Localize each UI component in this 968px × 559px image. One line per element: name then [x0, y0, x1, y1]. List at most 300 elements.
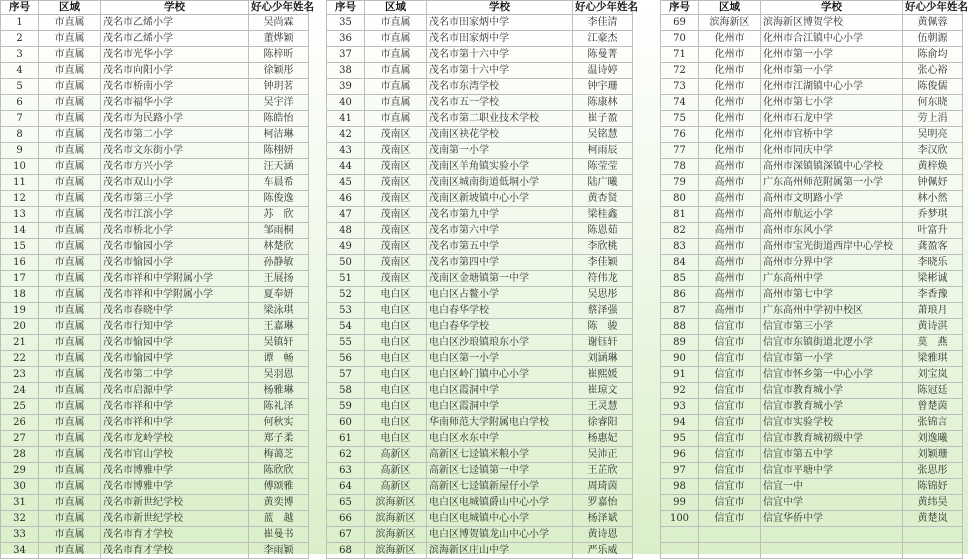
student-name-cell: 张心裕 — [903, 63, 963, 79]
serial-number-cell: 59 — [327, 399, 365, 415]
serial-number-cell: 24 — [1, 383, 39, 399]
district-cell: 茂南区 — [365, 239, 427, 255]
district-cell: 化州市 — [699, 143, 761, 159]
district-cell: 信宜市 — [699, 511, 761, 527]
table-row — [661, 511, 963, 527]
school-cell — [761, 527, 903, 543]
serial-number-cell: 18 — [1, 287, 39, 303]
student-name-cell: 蓝 越 — [249, 511, 309, 527]
table-row — [327, 79, 633, 95]
table-row — [661, 399, 963, 415]
serial-number-cell: 32 — [1, 511, 39, 527]
serial-number-cell: 51 — [327, 271, 365, 287]
serial-number-cell: 7 — [1, 111, 39, 127]
district-cell: 化州市 — [699, 31, 761, 47]
table-row — [1, 95, 309, 111]
table-row — [1, 175, 309, 191]
table-row — [1, 159, 309, 175]
table-row — [661, 31, 963, 47]
header-row — [1, 1, 309, 15]
school-cell: 高州市航运小学 — [761, 207, 903, 223]
table-row — [661, 287, 963, 303]
table-row — [1, 239, 309, 255]
student-name-cell: 陆广曦 — [573, 175, 633, 191]
serial-number-cell: 26 — [1, 415, 39, 431]
table-row — [661, 47, 963, 63]
serial-number-cell: 20 — [1, 319, 39, 335]
district-cell: 滨海新区 — [365, 527, 427, 543]
student-name-cell: 陈俊儒 — [903, 79, 963, 95]
student-name-cell: 徐颖彤 — [249, 63, 309, 79]
school-cell: 茂名市第五中学 — [427, 239, 573, 255]
serial-number-cell: 41 — [327, 111, 365, 127]
serial-number-cell: 78 — [661, 159, 699, 175]
school-cell: 茂名市双山小学 — [101, 175, 249, 191]
school-cell: 信宜市教育城小学 — [761, 383, 903, 399]
district-cell: 信宜市 — [699, 479, 761, 495]
school-cell: 茂名市愉园小学 — [101, 239, 249, 255]
serial-number-cell: 4 — [1, 63, 39, 79]
student-name-cell — [903, 543, 963, 559]
school-cell: 茂名市为民路小学 — [101, 111, 249, 127]
district-cell: 滨海新区 — [365, 543, 427, 559]
school-cell: 茂南区金塘镇第一中学 — [427, 271, 573, 287]
district-cell: 茂南区 — [365, 271, 427, 287]
school-cell: 信宜市第五中学 — [761, 447, 903, 463]
district-cell: 市直属 — [39, 495, 101, 511]
serial-number-cell: 74 — [661, 95, 699, 111]
table-row — [327, 111, 633, 127]
district-cell: 滨海新区 — [365, 511, 427, 527]
serial-number-cell: 77 — [661, 143, 699, 159]
district-cell: 高州市 — [699, 271, 761, 287]
school-cell: 茂名市第二中学 — [101, 367, 249, 383]
student-name-cell: 温诗婷 — [573, 63, 633, 79]
school-header: 学校 — [101, 1, 249, 15]
school-cell: 茂名市祥和中学 — [101, 415, 249, 431]
student-name-cell: 陈礼泽 — [249, 399, 309, 415]
serial-number-cell: 28 — [1, 447, 39, 463]
serial-number-cell: 66 — [327, 511, 365, 527]
serial-number-cell: 47 — [327, 207, 365, 223]
student-name-cell: 王芷欣 — [573, 463, 633, 479]
school-cell: 信宜市实验学校 — [761, 415, 903, 431]
student-name-cell: 陈俊逸 — [249, 191, 309, 207]
district-cell: 市直属 — [39, 351, 101, 367]
district-cell: 信宜市 — [699, 463, 761, 479]
serial-number-cell: 54 — [327, 319, 365, 335]
school-cell: 化州市第一小学 — [761, 63, 903, 79]
serial-number-cell: 75 — [661, 111, 699, 127]
table-row — [661, 447, 963, 463]
serial-number-cell: 63 — [327, 463, 365, 479]
student-name-cell: 江豪杰 — [573, 31, 633, 47]
serial-number-cell: 100 — [661, 511, 699, 527]
school-cell: 高州市宝光街道西岸中心学校 — [761, 239, 903, 255]
student-name-cell: 柯雨辰 — [573, 143, 633, 159]
district-cell: 市直属 — [39, 527, 101, 543]
serial-number-cell: 84 — [661, 255, 699, 271]
school-cell: 电白区岭门镇中心小学 — [427, 367, 573, 383]
student-name-cell: 梁彬诚 — [903, 271, 963, 287]
school-cell: 茂名市第三小学 — [101, 191, 249, 207]
serial-number-cell: 62 — [327, 447, 365, 463]
serial-number-cell: 80 — [661, 191, 699, 207]
district-cell: 滨海新区 — [699, 15, 761, 31]
school-cell: 电白区第一小学 — [427, 351, 573, 367]
school-cell: 茂名市第六中学 — [427, 223, 573, 239]
student-name-cell: 梅蔼芝 — [249, 447, 309, 463]
table-row — [327, 527, 633, 543]
school-cell: 茂名市新世纪学校 — [101, 495, 249, 511]
student-name-cell: 陈栩妍 — [249, 143, 309, 159]
district-cell: 市直属 — [39, 303, 101, 319]
student-name-cell: 崔熙媛 — [573, 367, 633, 383]
school-cell: 电白区电城镇爵山中心小学 — [427, 495, 573, 511]
table-row — [661, 351, 963, 367]
student-name-cell: 叶富升 — [903, 223, 963, 239]
table-row — [327, 15, 633, 31]
district-cell: 市直属 — [365, 79, 427, 95]
student-name-cell — [903, 527, 963, 543]
school-cell: 茂名市田家炳中学 — [427, 31, 573, 47]
district-cell: 高州市 — [699, 191, 761, 207]
student-name-cell: 黄奕博 — [249, 495, 309, 511]
student-name-cell: 龚盈客 — [903, 239, 963, 255]
student-name-cell: 林小然 — [903, 191, 963, 207]
district-cell: 信宜市 — [699, 447, 761, 463]
school-cell: 茂南第一小学 — [427, 143, 573, 159]
school-cell: 茂名市博雅中学 — [101, 479, 249, 495]
school-cell: 茂名市愉园中学 — [101, 335, 249, 351]
district-cell: 茂南区 — [365, 223, 427, 239]
school-cell: 华南师范大学附属电白学校 — [427, 415, 573, 431]
serial-number-cell: 16 — [1, 255, 39, 271]
table-row — [1, 223, 309, 239]
serial-number-header: 序号 — [327, 1, 365, 15]
student-name-cell: 陈康林 — [573, 95, 633, 111]
table-row — [661, 191, 963, 207]
school-cell: 化州市合江镇中心小学 — [761, 31, 903, 47]
school-cell: 化州市同庆中学 — [761, 143, 903, 159]
serial-number-cell: 21 — [1, 335, 39, 351]
school-cell: 电白区电城镇中心小学 — [427, 511, 573, 527]
student-name-cell: 张思彤 — [903, 463, 963, 479]
student-name-cell: 董烨颖 — [249, 31, 309, 47]
table-row — [1, 367, 309, 383]
table-row — [327, 31, 633, 47]
student-name-cell: 李雨颖 — [249, 543, 309, 559]
student-name-cell: 王灵慧 — [573, 399, 633, 415]
school-cell: 茂名市新世纪学校 — [101, 511, 249, 527]
table-row — [1, 527, 309, 543]
school-cell: 广东高州中学 — [761, 271, 903, 287]
student-name-cell: 孙静敏 — [249, 255, 309, 271]
school-cell: 电白区沙琅镇琅东小学 — [427, 335, 573, 351]
student-name-header: 好心少年姓名 — [903, 1, 963, 15]
student-name-cell: 刘颖珊 — [903, 447, 963, 463]
table-row — [661, 271, 963, 287]
school-table-middle — [326, 0, 638, 559]
student-name-cell: 周琦茵 — [573, 479, 633, 495]
table-row — [327, 383, 633, 399]
school-cell: 信宜华侨中学 — [761, 511, 903, 527]
table-row — [327, 127, 633, 143]
school-cell: 茂名市桥南小学 — [101, 79, 249, 95]
table-row — [661, 479, 963, 495]
district-cell: 市直属 — [39, 95, 101, 111]
district-header: 区域 — [365, 1, 427, 15]
district-cell: 茂南区 — [365, 127, 427, 143]
table-row — [661, 463, 963, 479]
district-cell: 市直属 — [39, 463, 101, 479]
serial-number-cell: 67 — [327, 527, 365, 543]
district-cell: 高州市 — [699, 287, 761, 303]
table-row — [327, 207, 633, 223]
student-name-cell: 符伟龙 — [573, 271, 633, 287]
student-name-cell: 何东晓 — [903, 95, 963, 111]
serial-number-cell: 17 — [1, 271, 39, 287]
serial-number-header: 序号 — [661, 1, 699, 15]
school-cell: 茂名市祥和中学附属小学 — [101, 287, 249, 303]
school-table-right — [660, 0, 968, 559]
serial-number-cell: 58 — [327, 383, 365, 399]
serial-number-cell: 45 — [327, 175, 365, 191]
serial-number-cell: 92 — [661, 383, 699, 399]
district-cell: 市直属 — [39, 31, 101, 47]
serial-number-cell: 94 — [661, 415, 699, 431]
serial-number-cell: 27 — [1, 431, 39, 447]
student-name-cell: 梁桂鑫 — [573, 207, 633, 223]
district-cell: 电白区 — [365, 335, 427, 351]
school-cell: 信宜市东镇街道北逻小学 — [761, 335, 903, 351]
student-name-cell: 吴宇洋 — [249, 95, 309, 111]
table-row — [327, 95, 633, 111]
student-name-cell: 柯洁琳 — [249, 127, 309, 143]
serial-number-cell: 1 — [1, 15, 39, 31]
student-name-cell: 陈梓昕 — [249, 47, 309, 63]
district-cell: 市直属 — [39, 255, 101, 271]
table-row — [327, 399, 633, 415]
school-cell: 电白区霞洞中学 — [427, 383, 573, 399]
table-row — [327, 335, 633, 351]
district-cell: 市直属 — [365, 95, 427, 111]
table-row — [327, 191, 633, 207]
school-cell: 高州市深镇镇深镇中心学校 — [761, 159, 903, 175]
serial-number-cell: 83 — [661, 239, 699, 255]
student-name-cell: 钟佩妤 — [903, 175, 963, 191]
student-name-cell: 李佳清 — [573, 15, 633, 31]
school-cell: 高州市东风小学 — [761, 223, 903, 239]
table-row — [327, 303, 633, 319]
school-cell: 高新区七迳镇米粮小学 — [427, 447, 573, 463]
student-name-cell: 陈俞均 — [903, 47, 963, 63]
table-row — [661, 175, 963, 191]
student-name-cell: 陈锦妤 — [903, 479, 963, 495]
serial-number-cell: 76 — [661, 127, 699, 143]
school-cell: 茂名市祥和中学 — [101, 399, 249, 415]
school-cell: 茂名市福华小学 — [101, 95, 249, 111]
district-cell: 市直属 — [39, 431, 101, 447]
serial-number-cell: 14 — [1, 223, 39, 239]
school-cell: 茂名市桥北小学 — [101, 223, 249, 239]
student-name-cell: 陈欣欣 — [249, 463, 309, 479]
student-name-cell: 苏 欣 — [249, 207, 309, 223]
district-cell: 市直属 — [39, 47, 101, 63]
school-cell: 茂名市光华小学 — [101, 47, 249, 63]
table-row — [1, 143, 309, 159]
district-cell: 化州市 — [699, 79, 761, 95]
student-name-cell: 梁雅琪 — [903, 351, 963, 367]
table-row — [1, 479, 309, 495]
school-cell: 信宜市教育城小学 — [761, 399, 903, 415]
student-name-cell: 李晓乐 — [903, 255, 963, 271]
serial-number-cell: 86 — [661, 287, 699, 303]
district-cell: 市直属 — [39, 399, 101, 415]
serial-number-cell: 60 — [327, 415, 365, 431]
student-name-cell: 李欣桃 — [573, 239, 633, 255]
district-cell: 高州市 — [699, 255, 761, 271]
table-row — [327, 271, 633, 287]
table-row — [1, 351, 309, 367]
student-name-cell: 崔曼书 — [249, 527, 309, 543]
district-cell: 市直属 — [39, 447, 101, 463]
district-cell: 茂南区 — [365, 255, 427, 271]
school-cell: 广东高州中学初中校区 — [761, 303, 903, 319]
table-row — [1, 303, 309, 319]
district-cell: 化州市 — [699, 127, 761, 143]
serial-number-cell: 19 — [1, 303, 39, 319]
table-row — [327, 479, 633, 495]
table-row — [661, 383, 963, 399]
school-cell: 信宜市第三小学 — [761, 319, 903, 335]
district-cell: 市直属 — [365, 31, 427, 47]
student-name-cell: 王展扬 — [249, 271, 309, 287]
table-row — [661, 367, 963, 383]
serial-number-cell: 90 — [661, 351, 699, 367]
district-cell: 高州市 — [699, 223, 761, 239]
student-name-cell: 乔梦琪 — [903, 207, 963, 223]
table-row — [327, 47, 633, 63]
school-cell: 茂名市行知中学 — [101, 319, 249, 335]
school-cell: 茂名市博雅中学 — [101, 463, 249, 479]
school-cell: 广东高州师范附属第一小学 — [761, 175, 903, 191]
serial-number-cell: 5 — [1, 79, 39, 95]
serial-number-cell: 49 — [327, 239, 365, 255]
table-row — [1, 271, 309, 287]
table-row — [327, 143, 633, 159]
serial-number-cell: 85 — [661, 271, 699, 287]
serial-number-cell: 56 — [327, 351, 365, 367]
student-name-cell: 陈曼菁 — [573, 47, 633, 63]
student-name-cell: 傅颂雅 — [249, 479, 309, 495]
district-cell: 信宜市 — [699, 399, 761, 415]
student-name-cell: 王嘉琳 — [249, 319, 309, 335]
district-cell: 市直属 — [39, 271, 101, 287]
table-row — [661, 79, 963, 95]
table-row — [661, 95, 963, 111]
serial-number-cell: 91 — [661, 367, 699, 383]
student-name-cell: 刘涵琳 — [573, 351, 633, 367]
table-row — [327, 543, 633, 559]
school-cell: 茂名市乙烯小学 — [101, 31, 249, 47]
district-cell: 市直属 — [39, 159, 101, 175]
student-name-cell: 吴铭慧 — [573, 127, 633, 143]
header-row — [327, 1, 633, 15]
student-name-cell: 李香豫 — [903, 287, 963, 303]
district-cell: 电白区 — [365, 287, 427, 303]
district-cell: 茂南区 — [365, 175, 427, 191]
table-row — [661, 303, 963, 319]
serial-number-cell: 29 — [1, 463, 39, 479]
district-cell: 电白区 — [365, 399, 427, 415]
student-name-cell: 汪天涵 — [249, 159, 309, 175]
table-row — [1, 431, 309, 447]
table-row — [1, 511, 309, 527]
district-cell: 市直属 — [39, 367, 101, 383]
district-cell: 电白区 — [365, 303, 427, 319]
district-cell: 市直属 — [39, 543, 101, 559]
school-cell: 茂名市第十六中学 — [427, 47, 573, 63]
student-name-cell: 吴尚霖 — [249, 15, 309, 31]
student-name-cell: 伍朝源 — [903, 31, 963, 47]
table-row — [327, 367, 633, 383]
serial-number-cell: 98 — [661, 479, 699, 495]
student-name-cell: 萧琅月 — [903, 303, 963, 319]
district-cell: 化州市 — [699, 111, 761, 127]
district-cell: 信宜市 — [699, 319, 761, 335]
student-name-cell: 钟宇珊 — [573, 79, 633, 95]
header-row — [661, 1, 963, 15]
school-cell: 茂名市第四中学 — [427, 255, 573, 271]
school-header: 学校 — [761, 1, 903, 15]
district-cell: 茂南区 — [365, 191, 427, 207]
table-row — [661, 127, 963, 143]
district-cell: 电白区 — [365, 383, 427, 399]
school-cell: 茂名市东湾学校 — [427, 79, 573, 95]
student-name-cell: 刘宝岚 — [903, 367, 963, 383]
table-row — [327, 495, 633, 511]
school-cell: 茂名市第九中学 — [427, 207, 573, 223]
table-row — [327, 431, 633, 447]
school-cell: 化州市官桥中学 — [761, 127, 903, 143]
school-cell: 茂名市启源中学 — [101, 383, 249, 399]
serial-number-cell: 23 — [1, 367, 39, 383]
student-name-cell: 车晨希 — [249, 175, 309, 191]
student-name-cell: 郑子柔 — [249, 431, 309, 447]
table-row — [661, 239, 963, 255]
school-cell: 茂名市愉园小学 — [101, 255, 249, 271]
table-row — [327, 255, 633, 271]
district-cell: 市直属 — [39, 111, 101, 127]
table-row — [1, 447, 309, 463]
serial-number-cell: 25 — [1, 399, 39, 415]
serial-number-cell: 69 — [661, 15, 699, 31]
school-cell: 化州市第一小学 — [761, 47, 903, 63]
school-cell: 茂名市育才学校 — [101, 543, 249, 559]
district-cell: 市直属 — [365, 111, 427, 127]
serial-number-cell: 33 — [1, 527, 39, 543]
serial-number-cell: 81 — [661, 207, 699, 223]
district-cell: 市直属 — [39, 335, 101, 351]
serial-number-cell: 10 — [1, 159, 39, 175]
district-cell — [699, 527, 761, 543]
school-cell: 茂名市龙岭学校 — [101, 431, 249, 447]
table-row — [1, 15, 309, 31]
table-row — [661, 15, 963, 31]
student-name-cell: 劳上涓 — [903, 111, 963, 127]
student-name-cell: 李佳颖 — [573, 255, 633, 271]
